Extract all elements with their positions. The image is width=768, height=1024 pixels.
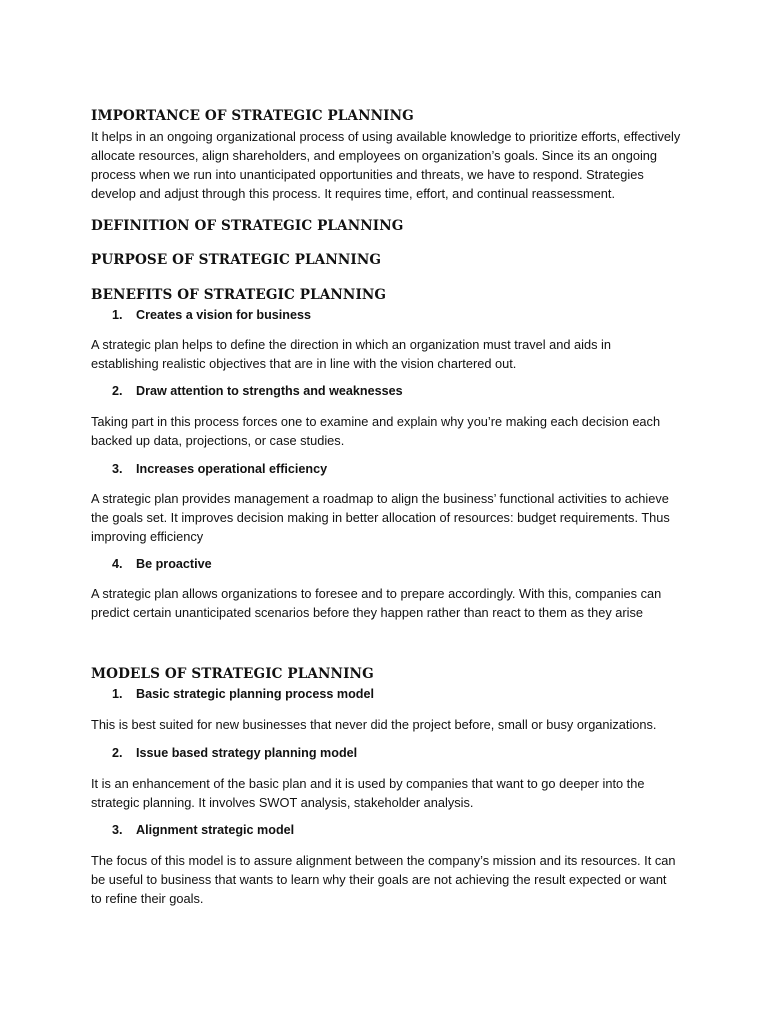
benefit-line: improving efficiency [91, 529, 204, 544]
purpose-heading: PURPOSE OF STRATEGIC PLANNING [91, 252, 382, 268]
benefit-item-title [91, 384, 403, 398]
model-line: This is best suited for new businesses that never did the project before, small or busy organizations. [91, 717, 657, 732]
importance-line: It helps in an ongoing organizational process of using available knowledge to prioritize efforts, effectively [91, 129, 681, 144]
model-line: It is an enhancement of the basic plan and it is used by companies that want to go deeper into the [91, 776, 645, 791]
benefit-item-number: 4. [112, 557, 123, 571]
model-item-number: 2. [112, 746, 123, 760]
benefits-heading: BENEFITS OF STRATEGIC PLANNING [91, 287, 387, 303]
benefit-item-title [91, 308, 311, 322]
benefit-item-paragraph [91, 335, 611, 373]
benefit-line: A strategic plan allows organizations to foresee and to prepare accordingly. With this, companies can [91, 586, 662, 601]
model-item-number: 3. [112, 823, 123, 837]
benefit-item-paragraph [91, 412, 660, 450]
benefit-item-label: Be proactive [136, 557, 212, 571]
importance-line: process when we run into unanticipated opportunities and threats, we have to respond. Strategies [91, 167, 644, 182]
model-item-label: Basic strategic planning process model [136, 687, 374, 701]
importance-paragraph [91, 127, 680, 203]
benefit-line: A strategic plan helps to define the direction in which an organization must travel and aids in [91, 337, 612, 352]
importance-line: allocate resources, align shareholders, and employees on organization’s goals. Since its an ongoing [91, 148, 658, 163]
definition-heading: DEFINITION OF STRATEGIC PLANNING [91, 218, 404, 234]
model-item-paragraph [91, 851, 675, 908]
model-line: to refine their goals. [91, 891, 204, 906]
benefit-item-number: 2. [112, 384, 123, 398]
benefit-item-paragraph [91, 489, 670, 546]
model-item-title [91, 746, 357, 760]
benefit-item-title [91, 462, 327, 476]
model-item-title [91, 687, 374, 701]
benefit-item-title [91, 557, 212, 571]
model-item-number: 1. [112, 687, 123, 701]
benefit-line: establishing realistic objectives that are in line with the vision chartered out. [91, 356, 517, 371]
benefit-line: A strategic plan provides management a roadmap to align the business’ functional activities to achieve [91, 491, 669, 506]
model-line: The focus of this model is to assure alignment between the company’s mission and its resources. It can [91, 853, 676, 868]
model-line: strategic planning. It involves SWOT analysis, stakeholder analysis. [91, 795, 474, 810]
model-item-label: Issue based strategy planning model [136, 746, 358, 760]
importance-heading: IMPORTANCE OF STRATEGIC PLANNING [91, 108, 414, 124]
benefit-line: Taking part in this process forces one to examine and explain why you’re making each decision each [91, 414, 661, 429]
model-item-paragraph [91, 774, 644, 812]
model-item-paragraph [91, 715, 657, 734]
benefit-item-label: Increases operational efficiency [136, 462, 328, 476]
importance-line: develop and adjust through this process. It requires time, effort, and continual reassessment. [91, 186, 616, 201]
benefit-line: backed up data, projections, or case studies. [91, 433, 345, 448]
benefit-line: the goals set. It improves decision making in better allocation of resources: budget requirements. Thus [91, 510, 670, 525]
models-heading: MODELS OF STRATEGIC PLANNING [91, 666, 374, 682]
benefit-item-paragraph [91, 584, 661, 622]
model-line: be useful to business that wants to learn why their goals are not achieving the result expected or want [91, 872, 667, 887]
benefit-item-label: Creates a vision for business [136, 308, 311, 322]
benefit-item-label: Draw attention to strengths and weaknesses [136, 384, 403, 398]
benefit-line: predict certain unanticipated scenarios before they happen rather than react to them as they arise [91, 605, 644, 620]
model-item-label: Alignment strategic model [136, 823, 295, 837]
model-item-title [91, 823, 294, 837]
benefit-item-number: 3. [112, 462, 123, 476]
benefit-item-number: 1. [112, 308, 123, 322]
